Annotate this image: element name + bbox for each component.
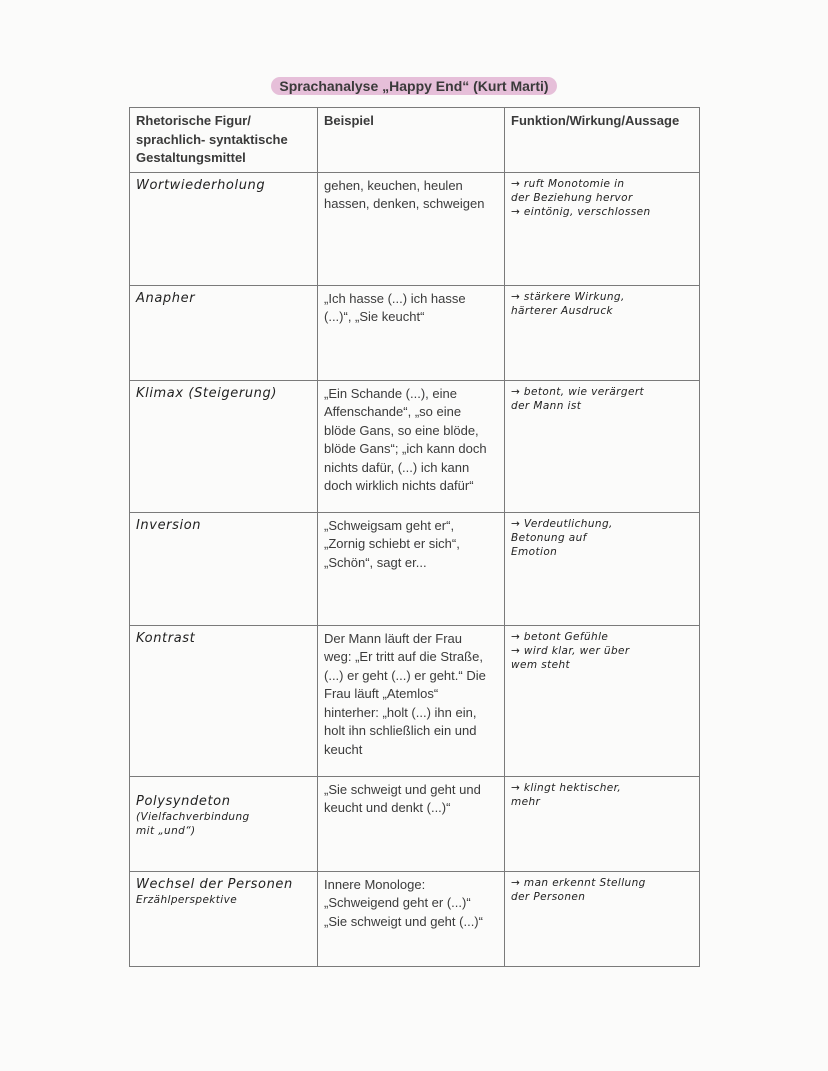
figure-cell [130,512,318,625]
figure-cell [130,871,318,966]
effect-text: → stärkere Wirkung, härterer Ausdruck [511,290,625,317]
example-text: gehen, keuchen, heulen hassen, denken, schweigen [324,177,485,211]
example-text: „Ich hasse (...) ich hasse (...)“, „Sie keucht“ [324,290,466,324]
effect-text: → man erkennt Stellung der Personen [511,876,646,903]
figure-cell [130,625,318,776]
example-text: Innere Monologe: „Schweigend geht er (...)“ „Sie schweigt und geht (...)“ [324,876,483,929]
effect-text: → klingt hektischer, mehr [511,781,622,808]
analysis-table [129,107,700,967]
table-row [130,625,700,776]
effect-cell [505,871,700,966]
figure-note: (Vielfachverbindung mit „und“) [136,810,250,837]
example-text: „Sie schweigt und geht und keucht und denkt (...)“ [324,781,481,815]
example-cell [318,285,505,380]
example-cell [318,172,505,285]
effect-text: → betont Gefühle → wird klar, wer über wem steht [511,630,630,671]
figure-cell [130,380,318,512]
example-cell [318,512,505,625]
example-cell [318,871,505,966]
figure-name: Wechsel der Personen [136,876,293,892]
effect-text: → betont, wie verärgert der Mann ist [511,385,645,412]
effect-text: → Verdeutlichung, Betonung auf Emotion [511,517,613,558]
header-figure: Rhetorische Figur/ sprachlich- syntaktische Gestaltungsmittel [130,108,318,173]
header-effect: Funktion/Wirkung/Aussage [505,108,700,173]
figure-cell [130,776,318,871]
table-row [130,285,700,380]
example-text: „Ein Schande (...), eine Affenschande“, „so eine blöde Gans, so eine blöde, blöde Gans“; „ich kann doch nichts dafür, (...) ich kann doch wirklich nichts dafür“ [324,385,487,493]
header-example: Beispiel [318,108,505,173]
table-row [130,380,700,512]
figure-name: Klimax (Steigerung) [136,385,278,401]
document-title: Sprachanalyse „Happy End“ (Kurt Marti) [271,77,556,95]
figure-cell [130,285,318,380]
figure-name: Inversion [136,517,202,533]
figure-name: Wortwiederholung [136,177,266,193]
table-row [130,776,700,871]
title-area [0,77,828,96]
figure-note: Erzählperspektive [136,893,238,906]
effect-cell [505,512,700,625]
effect-cell [505,285,700,380]
table-row [130,512,700,625]
table-row [130,172,700,285]
figure-name: Anapher [136,290,196,306]
example-cell [318,776,505,871]
header-row [130,108,700,173]
figure-name: Kontrast [136,630,196,646]
effect-cell [505,776,700,871]
example-cell [318,625,505,776]
effect-cell [505,172,700,285]
example-text: „Schweigsam geht er“, „Zornig schiebt er sich“, „Schön“, sagt er... [324,517,460,570]
effect-text: → ruft Monotomie in der Beziehung hervor → eintönig, verschlossen [511,177,651,218]
table-row [130,871,700,966]
example-cell [318,380,505,512]
example-text: Der Mann läuft der Frau weg: „Er tritt auf die Straße, (...) er geht (...) er geht.“ Die Frau läuft „Atemlos“ hinterher: „holt (...) ihn ein, holt ihn schließlich ein und keucht [324,630,486,757]
effect-cell [505,380,700,512]
figure-cell [130,172,318,285]
effect-cell [505,625,700,776]
figure-name: Polysyndeton [136,793,231,809]
